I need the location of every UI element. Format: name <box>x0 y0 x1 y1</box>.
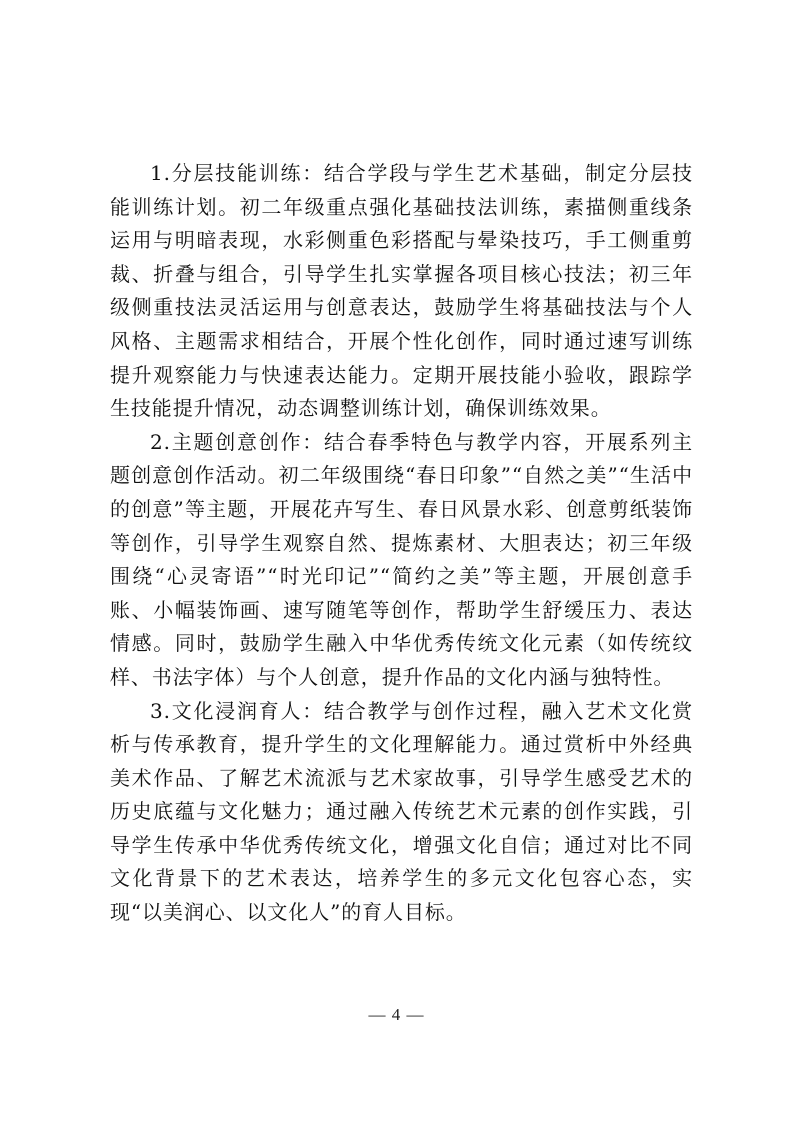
paragraph-layered-skill-training: 1.分层技能训练：结合学段与学生艺术基础，制定分层技能训练计划。初二年级重点强化基础技法训练，素描侧重线条运用与明暗表现，水彩侧重色彩搭配与晕染技巧，手工侧重剪裁、折叠与组合，引导学生扎实掌握各项目核心技法；初三年级侧重技法灵活运用与创意表达，鼓励学生将基础技法与个人风格、主题需求相结合，开展个性化创作，同时通过速写训练提升观察能力与快速表达能力。定期开展技能小验收，跟踪学生技能提升情况，动态调整训练计划，确保训练效果。 <box>110 161 693 421</box>
paragraph-cultural-education: 3.文化浸润育人：结合教学与创作过程，融入艺术文化赏析与传承教育，提升学生的文化理解能力。通过赏析中外经典美术作品、了解艺术流派与艺术家故事，引导学生感受艺术的历史底蕴与文化魅力；通过融入传统艺术元素的创作实践，引导学生传承中华优秀传统文化，增强文化自信；通过对比不同文化背景下的艺术表达，培养学生的多元文化包容心态，实现“以美润心、以文化人”的育人目标。 <box>110 698 693 925</box>
page-number: — 4 — <box>368 1005 425 1024</box>
document-body <box>110 157 693 930</box>
paragraph-theme-creative-creation: 2.主题创意创作：结合春季特色与教学内容，开展系列主题创意创作活动。初二年级围绕“春日印象”“自然之美”“生活中的创意”等主题，开展花卉写生、春日风景水彩、创意剪纸装饰等创作，引导学生观察自然、提炼素材、大胆表达；初三年级围绕“心灵寄语”“时光印记”“简约之美”等主题，开展创意手账、小幅装饰画、速写随笔等创作，帮助学生舒缓压力、表达情感。同时，鼓励学生融入中华优秀传统文化元素（如传统纹样、书法字体）与个人创意，提升作品的文化内涵与独特性。 <box>110 429 693 689</box>
